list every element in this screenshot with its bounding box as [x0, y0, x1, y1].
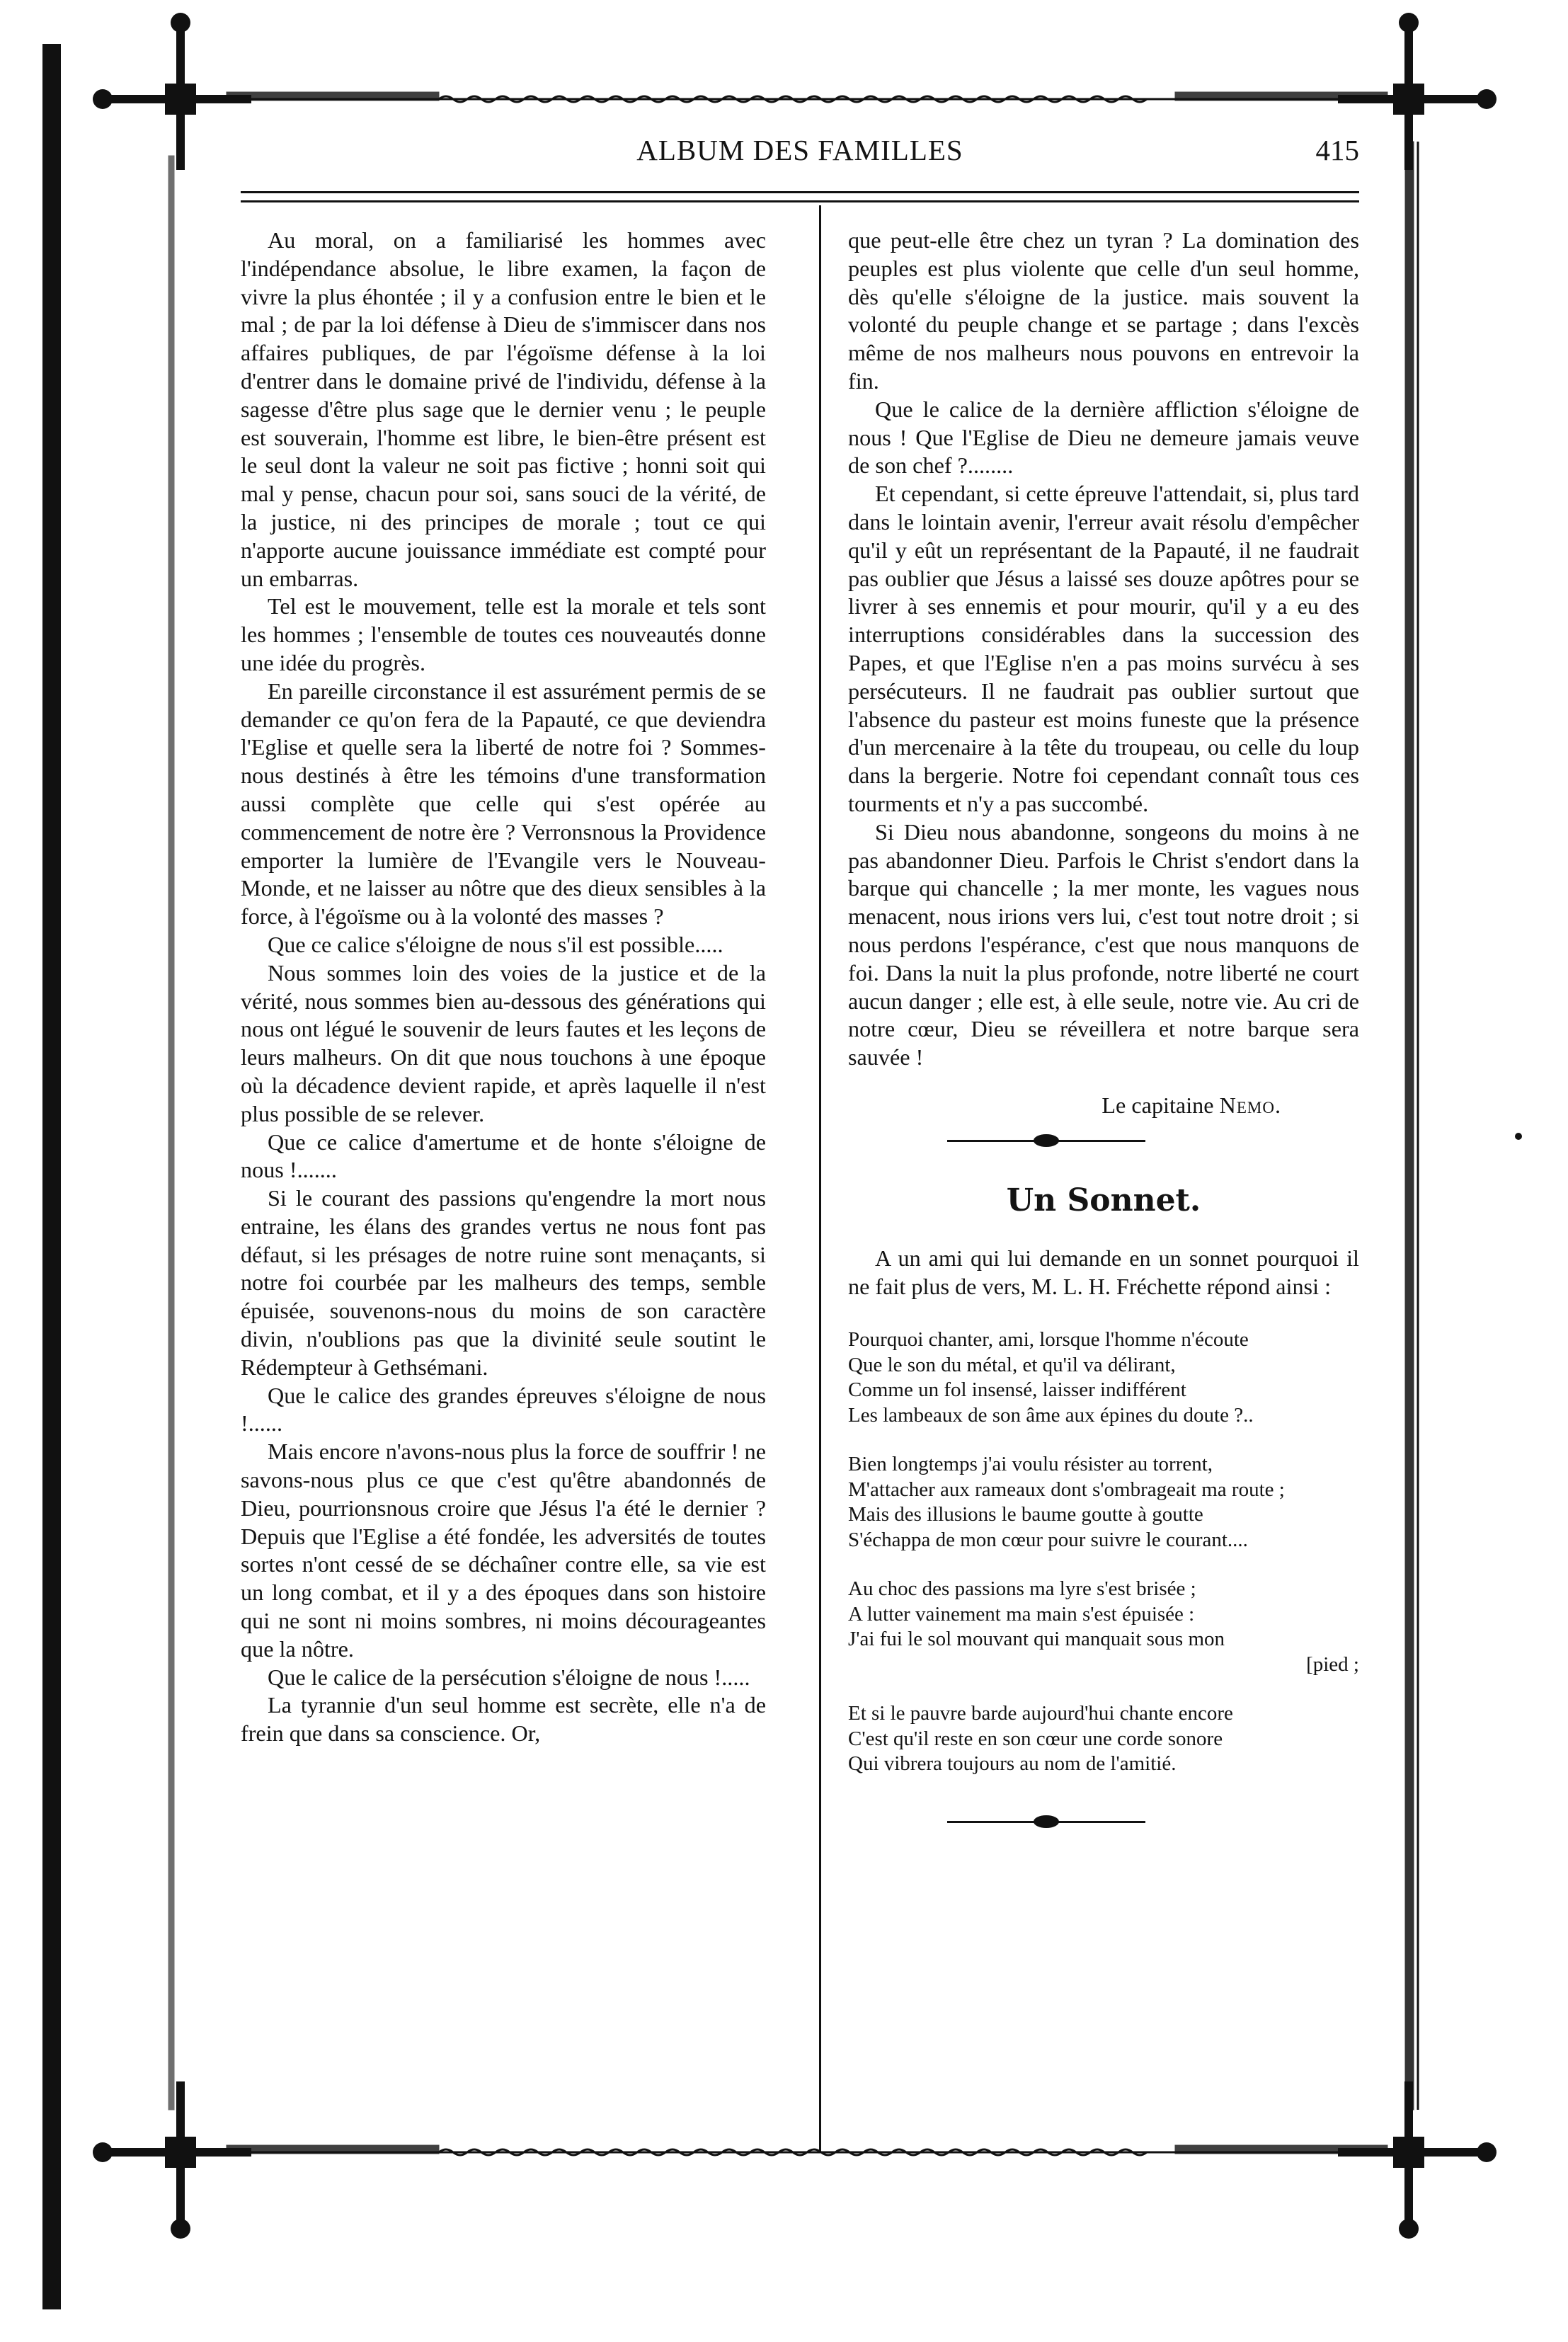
ink-speck	[1515, 1133, 1522, 1140]
paragraph: Mais encore n'avons-nous plus la force de souffrir ! ne savons-nous plus ce que c'est qu'être abandonnés de Dieu, pourrionsnous croire que Jésus l'a été le dernier ? Depuis que l'Eglise a été fondée, les adversités de toutes sortes n'ont cessé de se déchaîner contre elle, sa vie est un long combat, et il y a des époques dans son histoire qui ne sont ni moins sombres, ni moins décourageantes que la nôtre.	[241, 1439, 766, 1662]
paragraph: En pareille circonstance il est assurément permis de se demander ce qu'on fera de la Papauté, ce que deviendra l'Eglise et quelle sera la liberté de notre foi ? Sommes-nous destinés à être les témoins d'une transformation aussi complète que celle qui s'est opérée au commencement de notre ère ? Verronsnous la Providence emporter la lumière de l'Evangile vers le Nouveau-Monde, et ne laisser au nôtre que des dieux sensibles à la force, à l'égoïsme ou à la volonté des masses ?	[241, 678, 766, 930]
verse-line: S'échappa de mon cœur pour suivre le courant....	[848, 1528, 1248, 1551]
paragraph: Que ce calice s'éloigne de nous s'il est possible.....	[268, 931, 723, 957]
verse-line: A lutter vainement ma main s'est épuisée :	[848, 1602, 1195, 1626]
page-number: 415	[1315, 134, 1359, 166]
verse-line: Au choc des passions ma lyre s'est brisée ;	[848, 1577, 1196, 1601]
stanza	[848, 1452, 1359, 1553]
verse-line: Pourquoi chanter, ami, lorsque l'homme n'écoute	[848, 1328, 1249, 1352]
verse-line: [pied ;	[1306, 1652, 1359, 1676]
column-divider	[819, 205, 821, 2152]
header-double-rule	[241, 191, 1359, 202]
sonnet-intro: A un ami qui lui demande en un sonnet pourquoi il ne fait plus de vers, M. L. H. Fréchette répond ainsi :	[848, 1245, 1359, 1299]
verse-line: C'est qu'il reste en son cœur une corde sonore	[848, 1727, 1223, 1750]
end-separator	[848, 1801, 1359, 1844]
paragraph: que peut-elle être chez un tyran ? La domination des peuples est plus violente que celle d'un seul homme, dès qu'elle s'éloigne de la justice. mais souvent la volonté du peuple change et se partage ; dans l'excès même de nos malheurs nous pouvons en entrevoir la fin.	[848, 227, 1359, 394]
sonnet-title: Un Sonnet.	[1006, 1182, 1201, 1218]
stanza	[848, 1577, 1359, 1677]
verse-line: Bien longtemps j'ai voulu résister au torrent,	[848, 1453, 1213, 1476]
paragraph: Que le calice de la persécution s'éloigne de nous !.....	[268, 1664, 750, 1690]
paragraph: Et cependant, si cette épreuve l'attendait, si, plus tard dans le lointain avenir, l'erreur avait résolu d'empêcher qu'il y eût un représentant de la Papauté, il ne faudrait pas oublier que Jésus a laissé ses douze apôtres pour se livrer à ses ennemis et pour mourir, qu'il y a eu des interruptions considérables dans la succession des Papes, et que l'Eglise n'en a pas moins survécu à ses persécuteurs. Il ne faudrait pas oublier surtout que l'absence du pasteur est moins funeste que la présence d'un mercenaire à la tête du troupeau, ou celle du loup dans la bergerie. Notre foi cependant connaît tous ces tourments et n'y a pas succombé.	[848, 481, 1359, 816]
right-column	[848, 227, 1359, 1844]
stanza	[848, 1327, 1359, 1428]
paragraph: Si Dieu nous abandonne, songeons du moins à ne pas abandonner Dieu. Parfois le Christ s'endort dans la barque qui chancelle ; la mer monte, les vagues nous menacent, nous irions vers lui, c'est tout notre droit ; si nous perdons l'espérance, c'est que nous manquons de foi. Dans la nuit la plus profonde, notre liberté ne court aucun danger ; elle est, à elle seule, notre vie. Au cri de notre cœur, Dieu se réveillera et notre barque sera sauvée !	[848, 818, 1359, 1070]
verse-line: J'ai fui le sol mouvant qui manquait sous mon	[848, 1628, 1225, 1651]
paragraph: La tyrannie d'un seul homme est secrète, elle n'a de frein que dans sa conscience. Or,	[241, 1692, 766, 1747]
running-title: ALBUM DES FAMILLES	[636, 134, 963, 166]
left-column	[241, 227, 766, 1748]
verse-line: M'attacher aux rameaux dont s'ombrageait ma route ;	[848, 1478, 1285, 1501]
signature-prefix: Le capitaine	[1101, 1092, 1214, 1118]
author-signature	[848, 1092, 1359, 1120]
paragraph: Que ce calice d'amertume et de honte s'éloigne de nous !.......	[241, 1129, 766, 1183]
stanza	[848, 1701, 1359, 1777]
verse-line: Mais des illusions le baume goutte à goutte	[848, 1503, 1203, 1526]
section-separator	[848, 1120, 1359, 1163]
paragraph: Que le calice de la dernière affliction s'éloigne de nous ! Que l'Eglise de Dieu ne demeure jamais veuve de son chef ?........	[848, 396, 1359, 479]
verse-line: Qui vibrera toujours au nom de l'amitié.	[848, 1752, 1177, 1776]
sonnet-verse	[848, 1327, 1359, 1777]
verse-line: Et si le pauvre barde aujourd'hui chante encore	[848, 1702, 1233, 1725]
paragraph: Que le calice des grandes épreuves s'éloigne de nous !......	[241, 1382, 766, 1436]
paragraph: Au moral, on a familiarisé les hommes avec l'indépendance absolue, le libre examen, la façon de vivre la plus éhontée ; il y a confusion entre le bien et le mal ; de par la loi défense à Dieu de s'immiscer dans nos affaires publiques, de par l'égoïsme défense à la loi d'entrer dans le domaine privé de l'individu, défense à la sagesse d'être plus sage que le dernier venu ; le peuple est souverain, l'homme est libre, le bien-être présent est le seul dont la valeur ne soit pas fictive ; honni soit qui mal y pense, chacun pour soi, sans souci de la vérité, de la justice, ni des principes de morale ; tout ce qui n'apporte aucune jouissance immédiate est compté pour un embarras.	[241, 227, 766, 591]
verse-line: Comme un fol insensé, laisser indifférent	[848, 1378, 1186, 1402]
page-header	[241, 133, 1359, 183]
verse-line: Que le son du métal, et qu'il va délirant,	[848, 1353, 1176, 1376]
signature-name: Nemo.	[1219, 1092, 1281, 1118]
paragraph: Tel est le mouvement, telle est la morale et tels sont les hommes ; l'ensemble de toutes ces nouveautés donne une idée du progrès.	[241, 593, 766, 675]
verse-line: Les lambeaux de son âme aux épines du doute ?..	[848, 1403, 1254, 1427]
paragraph: Si le courant des passions qu'engendre la mort nous entraine, les élans des grandes vertus ne nous font pas défaut, si les présages de notre ruine sont menaçants, si notre foi courbée par les malheurs des temps, semble épuisée, souvenons-nous du moins de son caractère divin, n'oublions pas que la divinité seule soutint le Rédempteur à Gethsémani.	[241, 1185, 766, 1380]
paragraph: Nous sommes loin des voies de la justice et de la vérité, nous sommes bien au-dessous des générations qui nous ont légué le souvenir de leurs fautes et les leçons de leurs malheurs. On dit que nous touchons à une époque où la décadence devient rapide, et après laquelle il n'est plus possible de se relever.	[241, 959, 766, 1126]
